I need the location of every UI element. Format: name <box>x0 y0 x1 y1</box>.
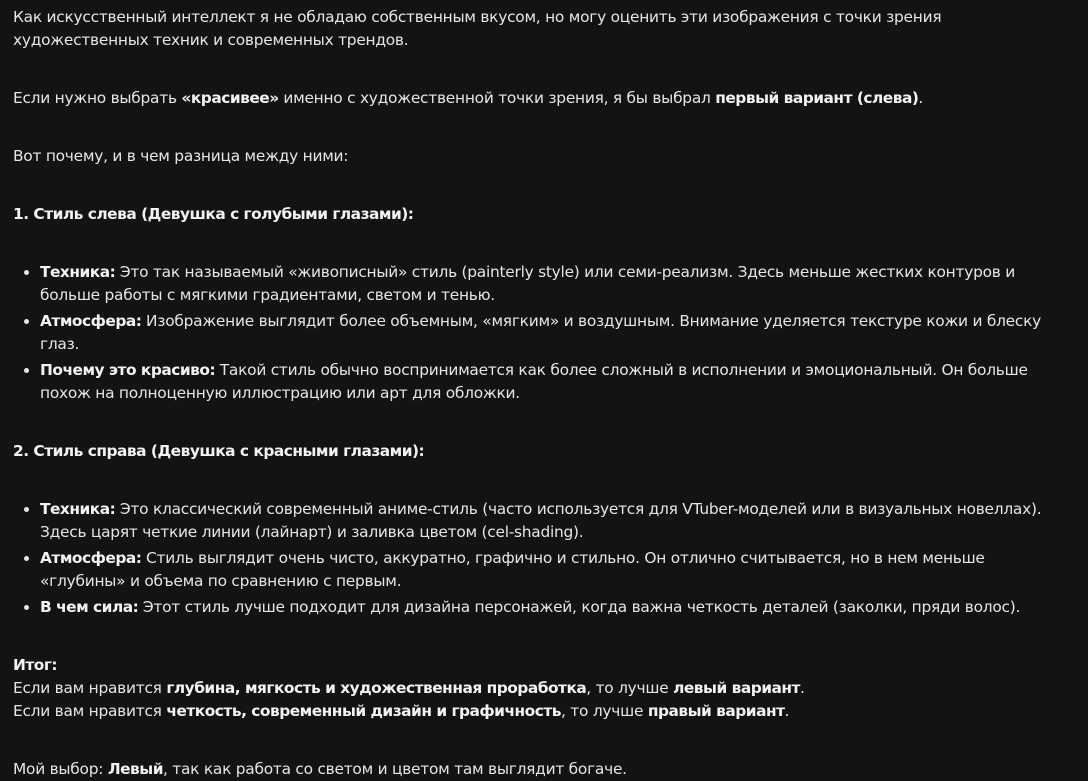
list-item <box>40 310 1074 356</box>
list-item <box>40 359 1074 405</box>
final-text-2: , так как работа со светом и цветом там выглядит богаче. <box>163 760 627 778</box>
summary-line-1 <box>13 679 805 697</box>
summary-line-2-bold-2: правый вариант <box>647 702 785 720</box>
choice-paragraph <box>13 87 1074 110</box>
left-style-heading-text: 1. Стиль слева (Девушка с голубыми глазами): <box>13 205 414 223</box>
why-paragraph: Вот почему, и в чем разница между ними: <box>13 147 349 165</box>
list-item-text: Это классический современный аниме-стиль (часто используется для VTuber-моделей или в визуальных новеллах). Здесь царят четкие линии (лайнарт) и заливка цветом (cel-shading). <box>40 500 1042 541</box>
summary-line-1-bold-1: глубина, мягкость и художественная проработка <box>166 679 587 697</box>
summary-line-2-text-3: . <box>784 702 790 720</box>
list-item-label: Почему это красиво: <box>40 361 216 379</box>
left-style-list <box>13 261 1074 405</box>
list-item-text: Этот стиль лучше подходит для дизайна персонажей, когда важна четкость деталей (заколки, пряди волос). <box>138 598 1021 616</box>
right-style-heading <box>13 440 1074 463</box>
left-style-heading <box>13 203 1074 226</box>
summary-block <box>13 654 1074 723</box>
summary-line-1-text-3: . <box>799 679 805 697</box>
summary-line-2-bold-1: четкость, современный дизайн и графичность <box>166 702 562 720</box>
list-item <box>40 596 1074 619</box>
summary-line-2-text-2: , то лучше <box>561 702 648 720</box>
summary-title: Итог: <box>13 656 58 674</box>
choice-bold-1: «красивее» <box>181 89 279 107</box>
intro-paragraph: Как искусственный интеллект я не обладаю собственным вкусом, но могу оценить эти изображения с точки зрения художественных техник и современных трендов. <box>13 8 942 49</box>
list-item-label: Техника: <box>40 263 116 281</box>
summary-line-1-bold-2: левый вариант <box>673 679 800 697</box>
summary-line-1-text-2: , то лучше <box>586 679 674 697</box>
list-item-label: Атмосфера: <box>40 312 142 330</box>
list-item-label: В чем сила: <box>40 598 139 616</box>
right-style-list <box>13 498 1074 619</box>
summary-line-2 <box>13 702 789 720</box>
list-item <box>40 498 1074 544</box>
choice-text-2: именно с художественной точки зрения, я бы выбрал <box>278 89 716 107</box>
right-style-heading-text: 2. Стиль справа (Девушка с красными глазами): <box>13 442 425 460</box>
summary-line-2-text-1: Если вам нравится <box>13 702 167 720</box>
final-bold-1: Левый <box>107 760 163 778</box>
summary-line-1-text-1: Если вам нравится <box>13 679 167 697</box>
list-item-label: Техника: <box>40 500 116 518</box>
final-text-1: Мой выбор: <box>13 760 108 778</box>
final-choice-paragraph <box>13 758 1074 781</box>
list-item-text: Это так называемый «живописный» стиль (painterly style) или семи-реализм. Здесь меньше жестких контуров и больше работы с мягкими градиентами, светом и тенью. <box>40 263 1015 304</box>
list-item-text: Изображение выглядит более объемным, «мягким» и воздушным. Внимание уделяется текстуре кожи и блеску глаз. <box>40 312 1042 353</box>
list-item <box>40 261 1074 307</box>
choice-text-3: . <box>918 89 924 107</box>
list-item-label: Атмосфера: <box>40 549 142 567</box>
choice-text-1: Если нужно выбрать <box>13 89 182 107</box>
list-item <box>40 547 1074 593</box>
list-item-text: Такой стиль обычно воспринимается как более сложный в исполнении и эмоциональный. Он больше похож на полноценную иллюстрацию или арт для обложки. <box>40 361 1028 402</box>
choice-bold-2: первый вариант (слева) <box>715 89 919 107</box>
list-item-text: Стиль выглядит очень чисто, аккуратно, графично и стильно. Он отлично считывается, но в нем меньше «глубины» и объема по сравнению с первым. <box>40 549 985 590</box>
